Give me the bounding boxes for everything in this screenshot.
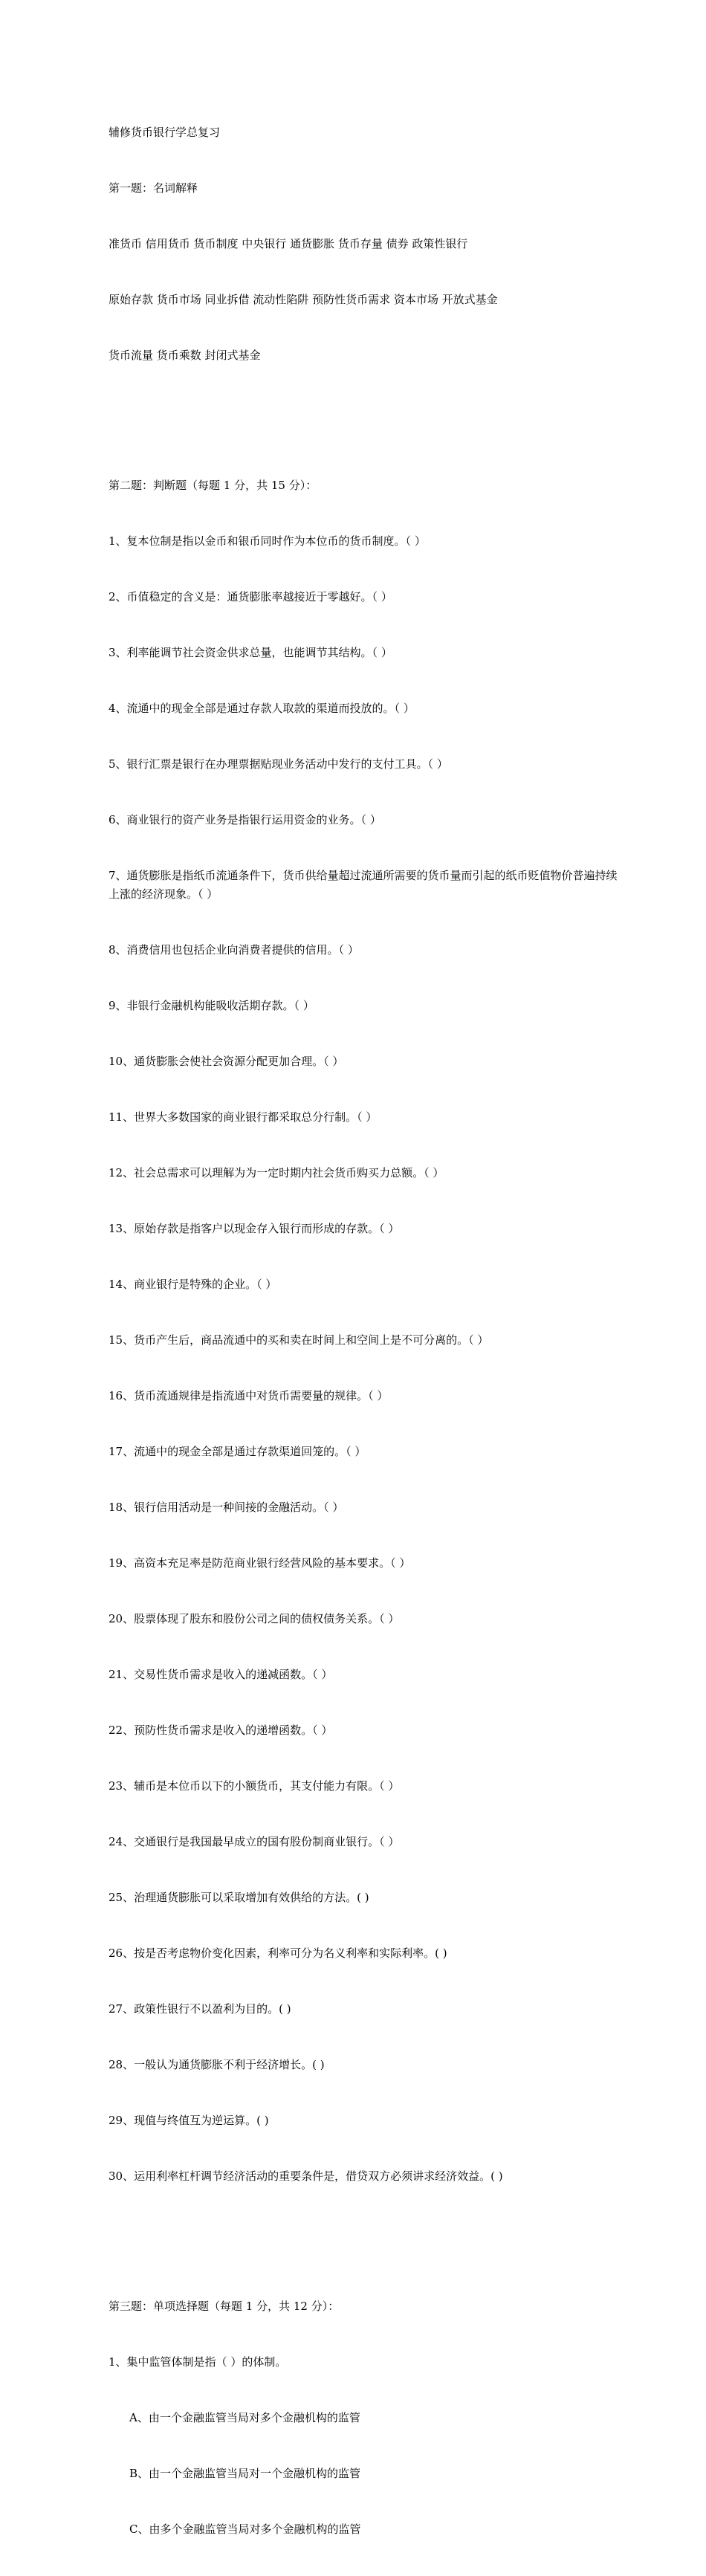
section1-heading: 第一题：名词解释 (109, 181, 198, 195)
tf-item: 18、银行信用活动是一种间接的金融活动。（ ） (109, 1501, 344, 1514)
tf-item: 19、高资本充足率是防范商业银行经营风险的基本要求。（ ） (109, 1556, 411, 1570)
tf-item: 22、预防性货币需求是收入的递增函数。（ ） (109, 1724, 333, 1737)
tf-item: 12、社会总需求可以理解为为一定时期内社会货币购买力总额。（ ） (109, 1166, 444, 1179)
section3-heading: 第三题：单项选择题（每题 1 分，共 12 分）： (109, 2300, 340, 2313)
tf-item: 15、货币产生后，商品流通中的买和卖在时间上和空间上是不可分离的。（ ） (109, 1333, 489, 1347)
tf-item: 11、世界大多数国家的商业银行都采取总分行制。（ ） (109, 1110, 378, 1124)
tf-item: 26、按是否考虑物价变化因素，利率可分为名义利率和实际利率。( ) (109, 1946, 447, 1960)
tf-item: 23、辅币是本位币以下的小额货币，其支付能力有限。（ ） (109, 1779, 400, 1793)
tf-item: 7、通货膨胀是指纸币流通条件下，货币供给量超过流通所需要的货币量而引起的纸币贬值物价普遍持续上涨的经济现象。（ ） (109, 869, 618, 901)
tf-item: 10、通货膨胀会使社会资源分配更加合理。（ ） (109, 1055, 344, 1068)
mc-option-b: B、由一个金融监管当局对一个金融机构的监管 (129, 2467, 361, 2480)
tf-item: 6、商业银行的资产业务是指银行运用资金的业务。（ ） (109, 813, 381, 826)
section2-heading: 第二题：判断题（每题 1 分，共 15 分）： (109, 479, 317, 492)
mc-option-a: A、由一个金融监管当局对多个金融机构的监管 (129, 2411, 360, 2424)
tf-item: 29、现值与终值互为逆运算。( ) (109, 2114, 269, 2127)
tf-item: 8、消费信用也包括企业向消费者提供的信用。（ ） (109, 943, 359, 957)
document-title: 辅修货币银行学总复习 (109, 126, 221, 139)
tf-item: 2、币值稳定的含义是：通货膨胀率越接近于零越好。（ ） (109, 590, 392, 603)
tf-item: 28、一般认为通货膨胀不利于经济增长。( ) (109, 2058, 325, 2071)
tf-item: 4、流通中的现金全部是通过存款人取款的渠道而投放的。（ ） (109, 702, 415, 715)
tf-item: 30、运用利率杠杆调节经济活动的重要条件是，借贷双方必须讲求经济效益。( ) (109, 2169, 503, 2183)
tf-item: 27、政策性银行不以盈利为目的。( ) (109, 2002, 291, 2016)
tf-item: 3、利率能调节社会资金供求总量，也能调节其结构。（ ） (109, 646, 392, 659)
spacer (109, 402, 621, 421)
tf-item: 13、原始存款是指客户以现金存入银行而形成的存款。（ ） (109, 1222, 400, 1235)
term-line: 货币流量 货币乘数 封闭式基金 (109, 349, 261, 362)
tf-item: 25、治理通货膨胀可以采取增加有效供给的方法。( ) (109, 1891, 369, 1904)
tf-item: 9、非银行金融机构能吸收活期存款。（ ） (109, 999, 314, 1012)
document-body (109, 86, 621, 2576)
tf-item: 21、交易性货币需求是收入的递减函数。（ ） (109, 1668, 333, 1681)
tf-item: 14、商业银行是特殊的企业。（ ） (109, 1278, 277, 1291)
tf-item: 16、货币流通规律是指流通中对货币需要量的规律。（ ） (109, 1389, 389, 1402)
mc-question: 1、集中监管体制是指（ ）的体制。 (109, 2355, 287, 2369)
tf-item: 17、流通中的现金全部是通过存款渠道回笼的。（ ） (109, 1445, 366, 1458)
tf-item: 5、银行汇票是银行在办理票据贴现业务活动中发行的支付工具。（ ） (109, 757, 448, 771)
term-line: 原始存款 货币市场 同业拆借 流动性陷阱 预防性货币需求 资本市场 开放式基金 (109, 293, 498, 306)
tf-item: 1、复本位制是指以金币和银币同时作为本位币的货币制度。（ ） (109, 534, 426, 548)
term-line: 准货币 信用货币 货币制度 中央银行 通货膨胀 货币存量 债券 政策性银行 (109, 237, 468, 250)
spacer (109, 2223, 621, 2242)
mc-option-c: C、由多个金融监管当局对多个金融机构的监管 (129, 2522, 361, 2536)
tf-item: 20、股票体现了股东和股份公司之间的债权债务关系。（ ） (109, 1612, 400, 1625)
tf-item: 24、交通银行是我国最早成立的国有股份制商业银行。（ ） (109, 1835, 400, 1848)
